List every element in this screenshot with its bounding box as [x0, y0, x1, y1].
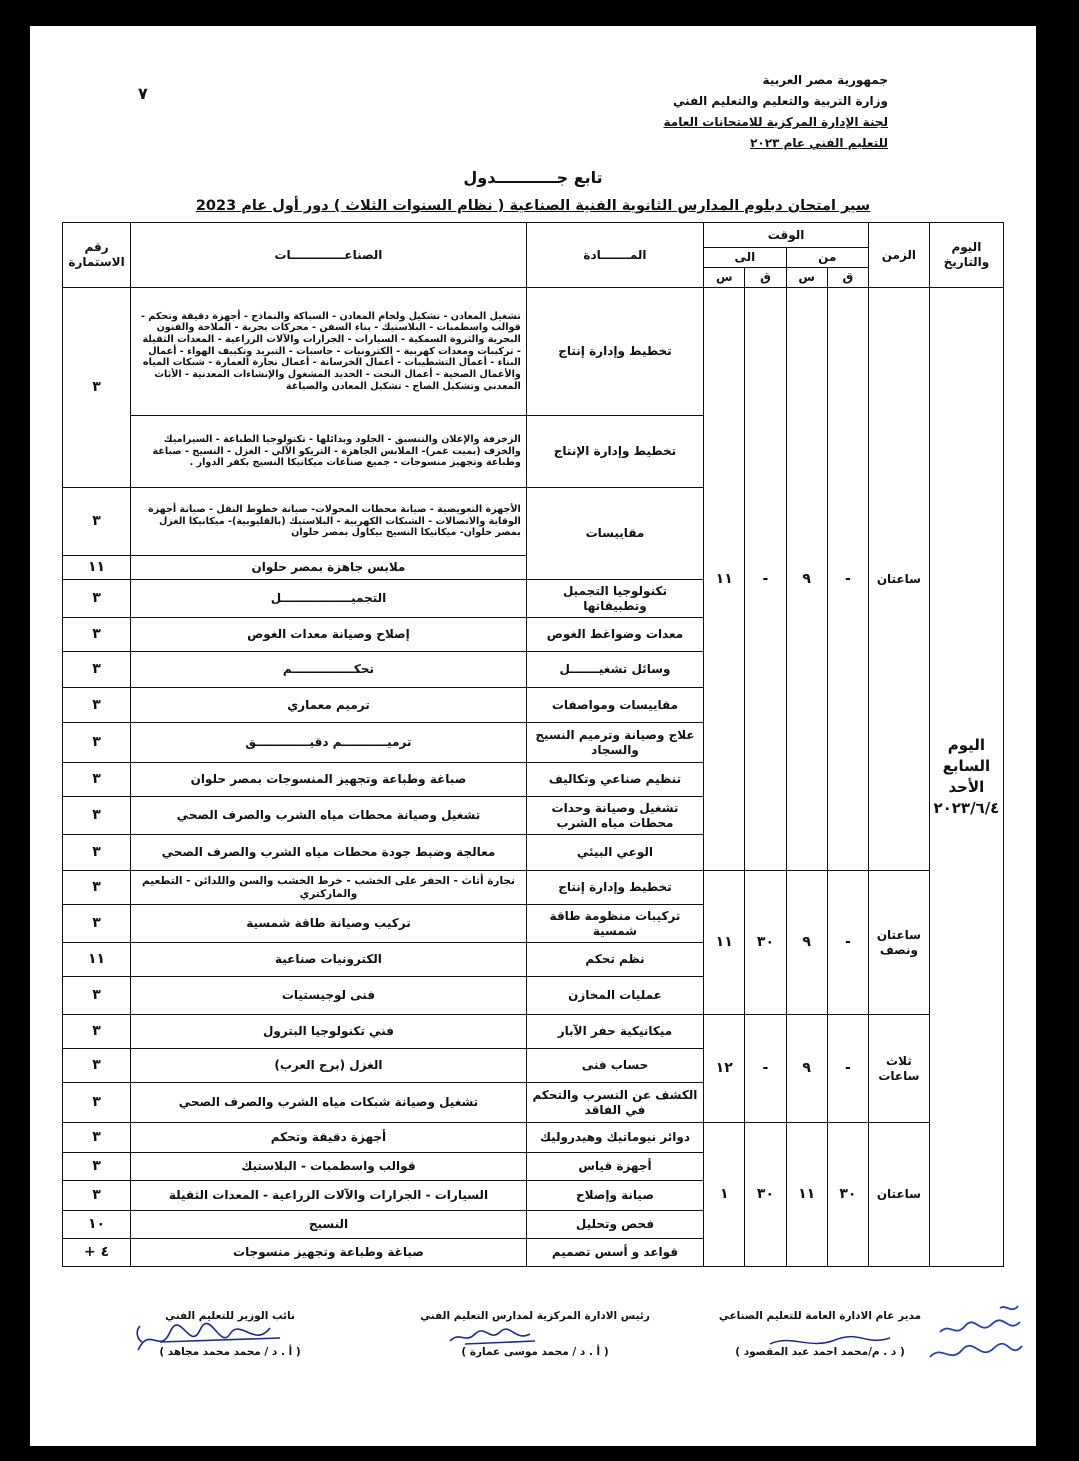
- signature-central-admin-head: رئيس الادارة المركزية لمدارس التعليم الفني ( أ . د / محمد موسى عمارة ): [420, 1310, 650, 1358]
- industries-cell: التجميـــــــــــــــــل: [131, 580, 527, 618]
- subject-cell: تركيبات منظومة طاقة شمسية: [526, 905, 703, 943]
- subject-cell: قواعد و أسس تصميم: [526, 1239, 703, 1267]
- col-from-minute: ق: [827, 268, 868, 288]
- from-minute-cell: -: [827, 288, 868, 871]
- exam-schedule-table: [62, 222, 1004, 1267]
- subject-cell: أجهزة قياس: [526, 1153, 703, 1181]
- to-hour-cell: ١: [704, 1123, 745, 1267]
- industries-cell: ترميـــــــــــم دقيـــــــــــــق: [131, 723, 527, 763]
- header-line-ministry: وزارة التربية والتعليم والتعليم الفني: [672, 94, 888, 108]
- form-number-cell: ٣: [63, 797, 131, 835]
- industries-cell: الأجهزة التعويضية - صيانة محطات المحولات- صيانة خطوط النقل - صيانة أجهزة الوقاية والاتصالات - الشبكات الكهربية - البلاستيك (بالقليوبية)- ميكانيكا الغزل بمصر حلوان- ميكانيكا النسيج بيكاول بمصر حلوان: [131, 488, 527, 556]
- page-number: ٧: [138, 84, 148, 103]
- table-row: [63, 1015, 1004, 1049]
- col-from-hour: س: [786, 268, 827, 288]
- table-row: [63, 288, 1004, 416]
- handwritten-signature-middle: [445, 1326, 545, 1348]
- from-hour-cell: ٩: [786, 1015, 827, 1123]
- handwritten-signature-right: [765, 1332, 895, 1352]
- industries-cell: ملابس جاهزة بمصر حلوان: [131, 556, 527, 580]
- col-to: الى: [704, 248, 786, 268]
- subject-cell: معدات وضواغط الغوص: [526, 618, 703, 652]
- subject-cell: تخطيط وإدارة إنتاج: [526, 288, 703, 416]
- col-day-date: اليوم والتاريخ: [929, 223, 1003, 288]
- subject-cell: وسائل تشغيـــــــل: [526, 652, 703, 688]
- duration-cell: ساعتان: [869, 1123, 930, 1267]
- document-title: تابع جـــــــــــدول: [463, 168, 603, 187]
- form-number-cell: ٣: [63, 688, 131, 723]
- header-line-year: للتعليم الفني عام ٢٠٢٣: [750, 136, 888, 150]
- col-duration: الزمن: [869, 223, 930, 288]
- header-line-committee: لجنة الإدارة المركزية للامتحانات العامة: [663, 115, 888, 129]
- form-number-cell: ٣: [63, 723, 131, 763]
- from-minute-cell: -: [827, 1015, 868, 1123]
- form-number-cell: ١٠: [63, 1211, 131, 1239]
- from-minute-cell: ٣٠: [827, 1123, 868, 1267]
- form-number-cell: ٣: [63, 977, 131, 1015]
- col-industries: الصناعـــــــــــــات: [131, 223, 527, 288]
- document-subtitle: سير امتحان دبلوم المدارس الثانوية الفنية الصناعية ( نظام السنوات الثلاث ) دور أول عام 2023: [195, 198, 871, 214]
- col-subject: المـــــــادة: [526, 223, 703, 288]
- subject-cell: تنظيم صناعي وتكاليف: [526, 763, 703, 797]
- col-time: الوقت: [704, 223, 869, 248]
- industries-cell: صباغة وطباعة وتجهيز منسوجات: [131, 1239, 527, 1267]
- industries-cell: تركيب وصيانة طاقة شمسية: [131, 905, 527, 943]
- form-number-cell: ٣: [63, 1181, 131, 1211]
- subject-cell: صيانة وإصلاح: [526, 1181, 703, 1211]
- subject-cell: دوائر نيوماتيك وهيدروليك: [526, 1123, 703, 1153]
- subject-cell: عمليات المخازن: [526, 977, 703, 1015]
- subject-cell: مقاييسات ومواصفات: [526, 688, 703, 723]
- handwritten-initials: [910, 1302, 1030, 1382]
- duration-cell: ثلاث ساعات: [869, 1015, 930, 1123]
- form-number-cell: ٣: [63, 652, 131, 688]
- subject-cell: ميكانيكية حفر الآبار: [526, 1015, 703, 1049]
- industries-cell: النسيج: [131, 1211, 527, 1239]
- industries-cell: فني تكنولوجيا البترول: [131, 1015, 527, 1049]
- form-number-cell: ٣: [63, 835, 131, 871]
- form-number-cell: ٣: [63, 1123, 131, 1153]
- form-number-cell: ٣: [63, 1083, 131, 1123]
- form-number-cell: ٣: [63, 1153, 131, 1181]
- form-number-cell: ٣: [63, 288, 131, 488]
- industries-cell: الكترونيات صناعية: [131, 943, 527, 977]
- subject-cell: الوعي البيئي: [526, 835, 703, 871]
- to-minute-cell: -: [745, 1015, 786, 1123]
- subject-cell: تخطيط وإدارة الإنتاج: [526, 416, 703, 488]
- to-minute-cell: ٣٠: [745, 871, 786, 1015]
- from-minute-cell: -: [827, 871, 868, 1015]
- to-minute-cell: -: [745, 288, 786, 871]
- form-number-cell: ١١: [63, 556, 131, 580]
- industries-cell: إصلاح وصيانة معدات الغوص: [131, 618, 527, 652]
- form-number-cell: ٣: [63, 580, 131, 618]
- ministry-header: [664, 70, 888, 154]
- document-page: [30, 26, 1036, 1446]
- table-row: [63, 871, 1004, 905]
- form-number-cell: ٣: [63, 763, 131, 797]
- form-number-cell: ٤ +: [63, 1239, 131, 1267]
- form-number-cell: ٣: [63, 1015, 131, 1049]
- col-form-number: رقم الاستمارة: [63, 223, 131, 288]
- industries-cell: تشغيل وصيانة شبكات مياه الشرب والصرف الصحي: [131, 1083, 527, 1123]
- header-row: [63, 223, 1004, 248]
- from-hour-cell: ٩: [786, 871, 827, 1015]
- table-row: [63, 1123, 1004, 1153]
- signatures-area: [30, 1290, 1036, 1410]
- subject-cell: نظم تحكم: [526, 943, 703, 977]
- industries-cell: قوالب واسطمبات - البلاستيك: [131, 1153, 527, 1181]
- industries-cell: نجارة أثاث - الحفر على الخشب - خرط الخشب والسن واللدائن - التطعيم والماركتري: [131, 871, 527, 905]
- form-number-cell: ٣: [63, 618, 131, 652]
- signature-general-director: مدير عام الادارة العامة للتعليم الصناعي ( د . م/محمد احمد عبد المقصود ): [718, 1310, 922, 1358]
- subject-cell: الكشف عن التسرب والتحكم في الفاقد: [526, 1083, 703, 1123]
- industries-cell: ترميم معماري: [131, 688, 527, 723]
- subject-cell: تشغيل وصيانة وحدات محطات مياه الشرب: [526, 797, 703, 835]
- col-from: من: [786, 248, 868, 268]
- industries-cell: فنى لوجيستيات: [131, 977, 527, 1015]
- subject-cell: فحص وتحليل: [526, 1211, 703, 1239]
- industries-cell: الغزل (برج العرب): [131, 1049, 527, 1083]
- form-number-cell: ٣: [63, 871, 131, 905]
- signature-deputy-minister: نائب الوزير للتعليم الفني ( أ . د / محمد محمد مجاهد ): [159, 1310, 301, 1358]
- col-to-hour: س: [704, 268, 745, 288]
- subject-cell: تكنولوجيا التجميل وتطبيقاتها: [526, 580, 703, 618]
- from-hour-cell: ١١: [786, 1123, 827, 1267]
- industries-cell: أجهزة دقيقة وتحكم: [131, 1123, 527, 1153]
- header-line-country: جمهورية مصر العربية: [762, 73, 888, 87]
- form-number-cell: ٣: [63, 905, 131, 943]
- to-hour-cell: ١٢: [704, 1015, 745, 1123]
- subject-cell: تخطيط وإدارة إنتاج: [526, 871, 703, 905]
- industries-cell: تشغيل المعادن - تشكيل ولحام المعادن - السباكة والنماذج - أجهزة دقيقة وتحكم - قوالب واسطمبات - البلاستيك - بناء السفن - محركات بحرية - الملاحة والفنون البحرية والثروة السمكية - السيارات - الجرارات والآلات الزراعية - المعدات الثقيلة - تركيبات ومعدات كهربية - الكترونيات - حاسبات - التبريد وتكييف الهواء - أعمال البناء - أعمال التشطيبات - أعمال الخرسانة - أعمال نجارة العمارة - شبكات المياه والأعمال الصحية - أعمال النحت - الحديد المشغول والإنشاءات المعدنية - الأثاث المعدني وتشكيل الصاج - تشكيل المعادن والصياغة: [131, 288, 527, 416]
- industries-cell: تشغيل وصيانة محطات مياه الشرب والصرف الصحي: [131, 797, 527, 835]
- industries-cell: الزخرفة والإعلان والتنسيق - الجلود وبدائلها - تكنولوجيا الطباعة - السيراميك والخزف (بميت غمر)- الملابس الجاهزة - التريكو الآلي - الغزل - النسيج - صباغة وطباعة وتجهيز منسوجات - جميع صناعات ميكانيكا النسيج بكفر الدوار .: [131, 416, 527, 488]
- day-cell: اليوم السابع الأحد ٢٠٢٣/٦/٤: [929, 288, 1003, 1267]
- form-number-cell: ١١: [63, 943, 131, 977]
- to-hour-cell: ١١: [704, 871, 745, 1015]
- handwritten-signature-left: [130, 1320, 300, 1360]
- to-hour-cell: ١١: [704, 288, 745, 871]
- industries-cell: تحكـــــــــــــــم: [131, 652, 527, 688]
- duration-cell: ساعتان ونصف: [869, 871, 930, 1015]
- form-number-cell: ٣: [63, 488, 131, 556]
- col-to-minute: ق: [745, 268, 786, 288]
- industries-cell: صباغة وطباعة وتجهيز المنسوجات بمصر حلوان: [131, 763, 527, 797]
- form-number-cell: ٣: [63, 1049, 131, 1083]
- subject-cell: حساب فنى: [526, 1049, 703, 1083]
- duration-cell: ساعتان: [869, 288, 930, 871]
- industries-cell: معالجة وضبط جودة محطات مياه الشرب والصرف الصحي: [131, 835, 527, 871]
- industries-cell: السيارات - الجرارات والآلات الزراعية - المعدات الثقيلة: [131, 1181, 527, 1211]
- subject-cell: علاج وصيانة وترميم النسيج والسجاد: [526, 723, 703, 763]
- to-minute-cell: ٣٠: [745, 1123, 786, 1267]
- subject-cell: مقاييسات: [526, 488, 703, 580]
- from-hour-cell: ٩: [786, 288, 827, 871]
